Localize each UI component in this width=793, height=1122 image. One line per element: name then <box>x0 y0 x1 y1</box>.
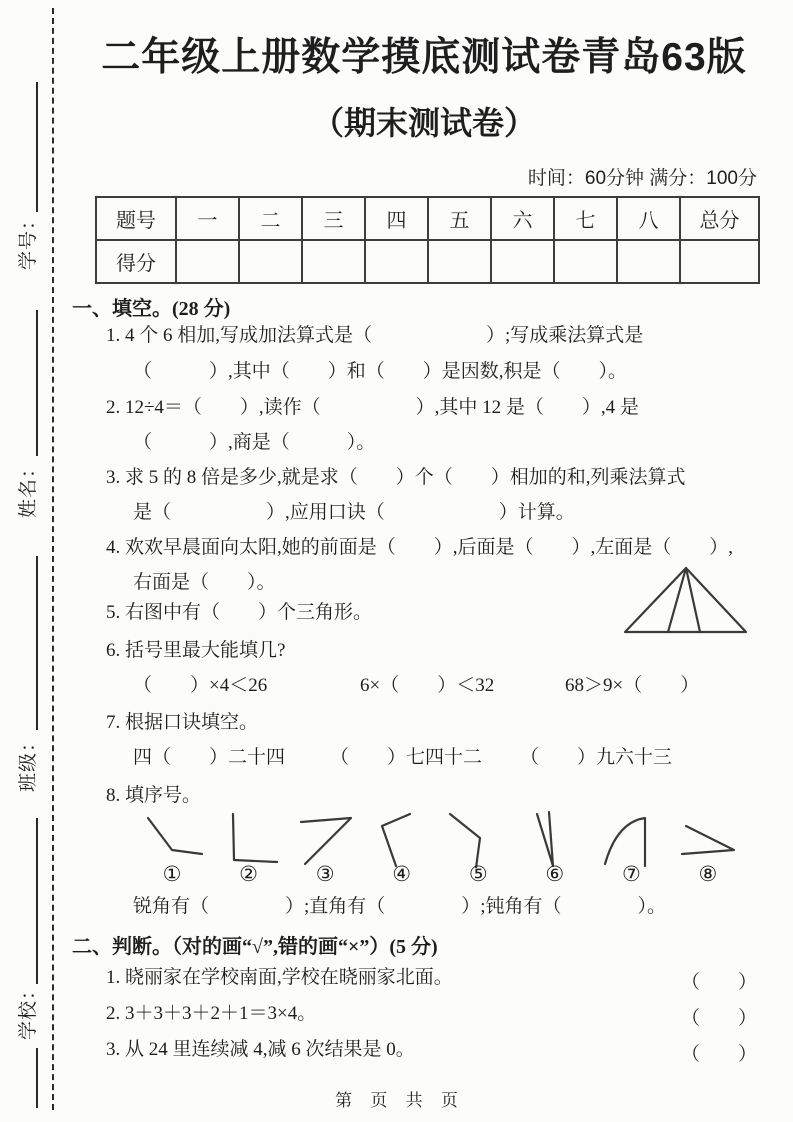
header-cell: 六 <box>491 197 554 240</box>
header-cell: 总分 <box>680 197 759 240</box>
header-cell: 四 <box>365 197 428 240</box>
section2-heading: 二、判断。（对的画“√”,错的画“×”）(5 分) <box>72 936 438 958</box>
score-cell <box>302 240 365 283</box>
question-6-part-3: 68＞9×（ ） <box>565 675 700 696</box>
question-7-part-2: （ ）七四十二 <box>330 747 483 768</box>
header-cell: 题号 <box>96 197 176 240</box>
angle-figure-4-icon <box>370 810 434 868</box>
angle-figure-2-icon <box>217 810 281 868</box>
question-7-line-1: 7. 根据口诀填空。 <box>106 712 259 733</box>
figure-label-7: ⑦ <box>621 862 641 886</box>
score-table <box>95 196 760 284</box>
score-cell <box>491 240 554 283</box>
header-cell: 八 <box>617 197 680 240</box>
score-table-score-row <box>96 240 759 283</box>
paper-title: 二年级上册数学摸底测试卷青岛63版 <box>101 36 747 79</box>
question-2-line-1: 2. 12÷4＝（ ）,读作（ ）,其中 12 是（ ）,4 是 <box>106 397 639 418</box>
score-table-header-row <box>96 197 759 240</box>
judge-item-2-text: 2. 3＋3＋3＋2＋1＝3×4。 <box>106 1003 317 1024</box>
class-label: 班级： <box>18 732 39 793</box>
question-5-line: 5. 右图中有（ ）个三角形。 <box>106 602 373 623</box>
angle-figure-1-icon <box>140 810 204 868</box>
figure-label-4: ④ <box>392 862 412 886</box>
figure-label-1: ① <box>162 862 182 886</box>
score-cell <box>617 240 680 283</box>
question-3-line-2: 是（ ）,应用口诀（ ）计算。 <box>133 502 575 523</box>
sidebar-write-line <box>36 310 38 456</box>
question-6-part-1: （ ）×4＜26 <box>133 675 268 696</box>
score-cell <box>239 240 302 283</box>
question-4-line-1: 4. 欢欢早晨面向太阳,她的前面是（ ）,后面是（ ）,左面是（ ）, <box>106 537 734 558</box>
time-and-score-info: 时间：60分钟 满分：100分 <box>527 168 757 189</box>
question-7-part-1: 四（ ）二十四 <box>133 747 286 768</box>
figure-label-3: ③ <box>315 862 335 886</box>
angle-figure-6-icon <box>523 810 587 868</box>
score-cell <box>554 240 617 283</box>
score-cell <box>176 240 239 283</box>
header-cell: 七 <box>554 197 617 240</box>
judge-item-3-blank: （ ） <box>681 1044 758 1065</box>
student-name-label: 姓名： <box>18 458 39 519</box>
question-1-line-2: （ ）,其中（ ）和（ ）是因数,积是（ ）。 <box>133 361 628 382</box>
student-id-label: 学号： <box>18 210 39 271</box>
angle-figure-5-icon <box>446 810 510 868</box>
section1-heading: 一、填空。(28 分) <box>72 298 231 320</box>
figure-label-6: ⑥ <box>545 862 565 886</box>
angle-figure-3-icon <box>293 810 357 868</box>
question-8-line-1: 8. 填序号。 <box>106 785 202 806</box>
question-2-line-2: （ ）,商是（ ）。 <box>133 432 376 453</box>
angle-figure-8-icon <box>676 810 740 868</box>
question-1-line-1: 1. 4 个 6 相加,写成加法算式是（ ）;写成乘法算式是 <box>106 325 644 346</box>
triangle-figure <box>615 560 755 640</box>
angle-figure-labels-row <box>140 862 740 887</box>
judge-item-3-text: 3. 从 24 里连续减 4,减 6 次结果是 0。 <box>106 1039 415 1060</box>
header-cell: 二 <box>239 197 302 240</box>
question-4-line-2: 右面是（ ）。 <box>133 572 276 593</box>
figure-label-8: ⑧ <box>698 862 718 886</box>
score-cell <box>680 240 759 283</box>
sidebar-write-line <box>36 818 38 984</box>
binding-dashed-line <box>52 8 54 1110</box>
header-cell: 一 <box>176 197 239 240</box>
question-7-part-3: （ ）九六十三 <box>520 747 673 768</box>
judge-item-1-blank: （ ） <box>681 972 758 993</box>
judge-item-2-blank: （ ） <box>681 1008 758 1029</box>
question-8-answer-line: 锐角有（ ）;直角有（ ）;钝角有（ ）。 <box>133 896 667 917</box>
angle-figures-row <box>140 810 740 868</box>
question-6-part-2: 6×（ ）＜32 <box>360 675 495 696</box>
sidebar-write-line <box>36 1048 38 1108</box>
paper-subtitle: （期末测试卷） <box>311 105 536 141</box>
question-6-line-1: 6. 括号里最大能填几? <box>106 640 286 661</box>
angle-figure-7-icon <box>599 810 663 868</box>
figure-label-2: ② <box>239 862 258 886</box>
score-row-label: 得分 <box>96 240 176 283</box>
score-cell <box>428 240 491 283</box>
sidebar-write-line <box>36 82 38 212</box>
score-cell <box>365 240 428 283</box>
page-footer: 第 页 共 页 <box>335 1091 465 1110</box>
school-label: 学校： <box>18 980 39 1041</box>
header-cell: 三 <box>302 197 365 240</box>
header-cell: 五 <box>428 197 491 240</box>
sidebar-write-line <box>36 556 38 730</box>
question-3-line-1: 3. 求 5 的 8 倍是多少,就是求（ ）个（ ）相加的和,列乘法算式 <box>106 467 686 488</box>
figure-label-5: ⑤ <box>468 862 488 886</box>
judge-item-1-text: 1. 晓丽家在学校南面,学校在晓丽家北面。 <box>106 967 453 988</box>
